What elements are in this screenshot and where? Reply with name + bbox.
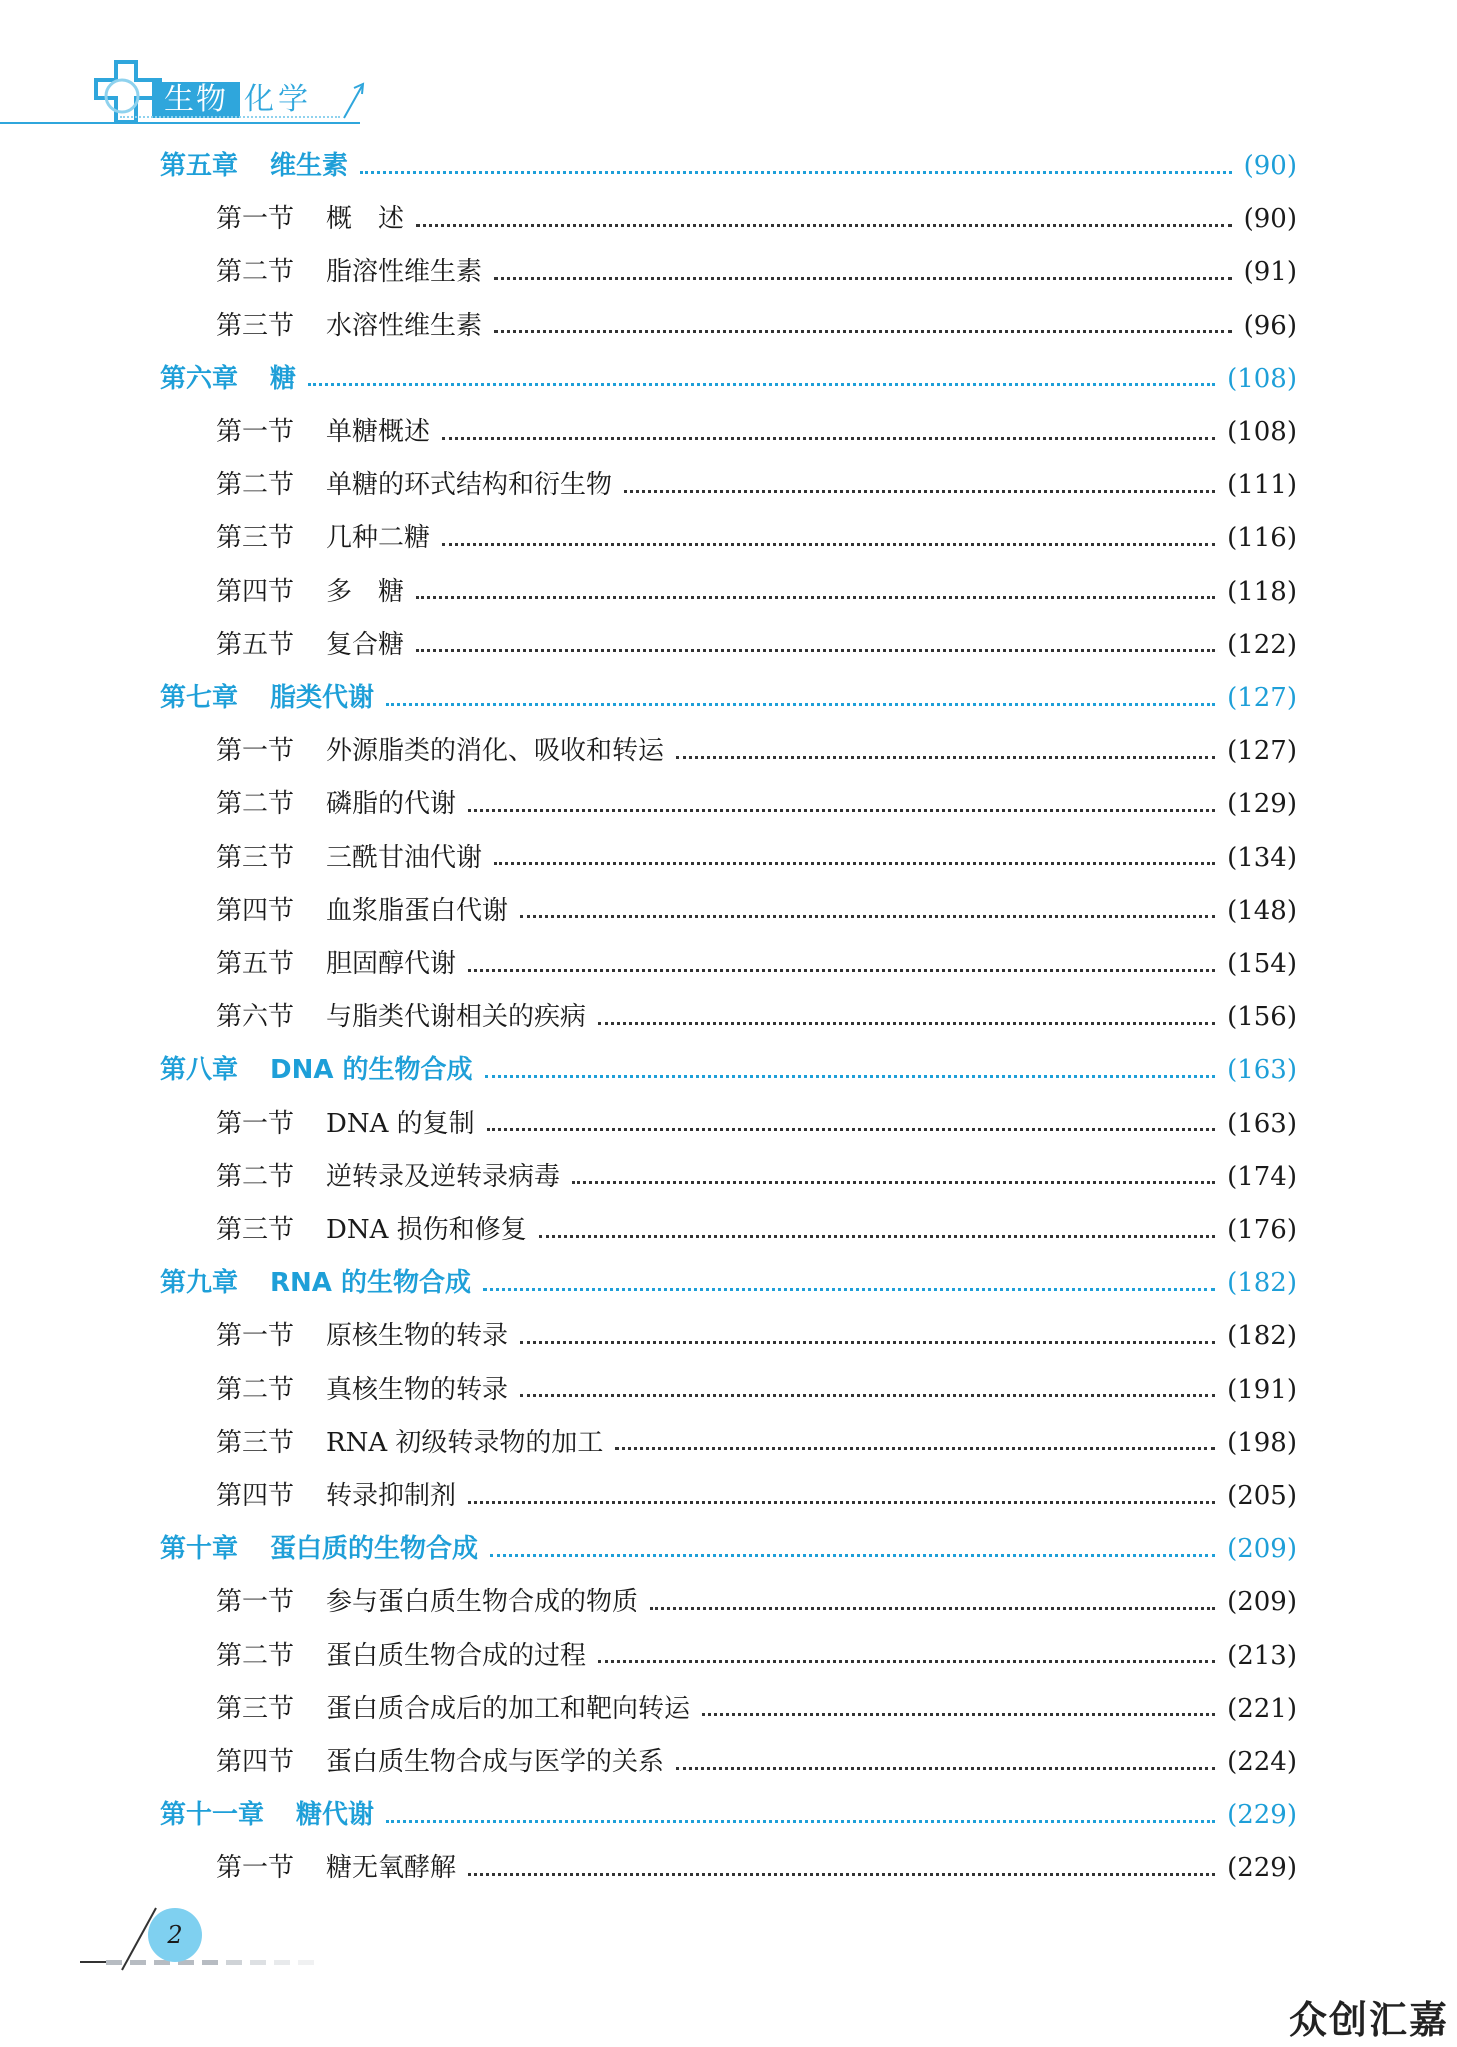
toc-page-number: (116) [1227, 523, 1297, 554]
toc-label: 第三节 [216, 1693, 295, 1724]
page-header [0, 0, 1457, 140]
toc-page-number: (174) [1227, 1161, 1297, 1192]
toc-dot-leader [539, 1235, 1215, 1238]
toc-title: DNA 的生物合成 [270, 1055, 473, 1086]
toc-page-number: (176) [1227, 1215, 1297, 1245]
toc-label: 第九章 [160, 1268, 239, 1299]
toc-label: 第二节 [216, 789, 295, 820]
toc-page-number: (182) [1227, 1321, 1297, 1352]
toc-section-row[interactable] [0, 1157, 1457, 1197]
toc-chapter-row[interactable] [0, 146, 1457, 186]
toc-label: 第三节 [216, 523, 295, 554]
toc-page-number: (205) [1227, 1481, 1297, 1511]
toc-dot-leader [485, 1075, 1216, 1078]
toc-label: 第二节 [216, 1161, 295, 1192]
toc-section-row[interactable] [0, 465, 1457, 505]
watermark-logo: 众创汇嘉 [1288, 1998, 1449, 2042]
toc-chapter-row[interactable] [0, 678, 1457, 718]
toc-title: 脂类代谢 [270, 683, 375, 713]
toc-section-row[interactable] [0, 1476, 1457, 1516]
toc-dot-leader [416, 649, 1215, 652]
toc-section-row[interactable] [0, 731, 1457, 771]
toc-dot-leader [650, 1607, 1215, 1610]
toc-label: 第一节 [216, 1587, 295, 1618]
toc-dot-leader [386, 703, 1215, 706]
toc-label: 第二节 [216, 470, 295, 501]
toc-section-row[interactable] [0, 412, 1457, 452]
toc-title: 维生素 [270, 151, 349, 181]
toc-page-number: (213) [1227, 1640, 1297, 1671]
toc-dot-leader [468, 1873, 1215, 1876]
toc-page-number: (96) [1243, 310, 1297, 341]
book-title-rest: 化学 [244, 82, 312, 117]
toc-chapter-row[interactable] [0, 1529, 1457, 1569]
toc-chapter-row[interactable] [0, 1050, 1457, 1090]
toc-section-row[interactable] [0, 1689, 1457, 1729]
toc-page-number: (221) [1227, 1693, 1297, 1724]
arrow-up-icon [340, 80, 368, 120]
toc-dot-leader [494, 862, 1215, 865]
toc-title: 蛋白质生物合成与医学的关系 [326, 1747, 665, 1777]
toc-title: 三酰甘油代谢 [326, 842, 483, 873]
toc-page-number: (229) [1227, 1800, 1297, 1831]
toc-label: 第一节 [216, 1321, 295, 1352]
toc-label: 第二节 [216, 257, 295, 288]
toc-title: RNA 初级转录物的加工 [326, 1427, 604, 1458]
toc-section-row[interactable] [0, 1423, 1457, 1463]
toc-section-row[interactable] [0, 944, 1457, 984]
toc-label: 第五节 [216, 949, 295, 979]
toc-title: 参与蛋白质生物合成的物质 [326, 1587, 639, 1618]
toc-page-number: (122) [1227, 629, 1297, 660]
toc-title: 糖 [270, 363, 297, 394]
toc-dot-leader [468, 969, 1215, 972]
toc-label: 第四节 [216, 576, 295, 607]
toc-section-row[interactable] [0, 1742, 1457, 1782]
toc-title: 逆转录及逆转录病毒 [326, 1161, 561, 1192]
toc-dot-leader [572, 1181, 1215, 1184]
toc-label: 第四节 [216, 1481, 295, 1511]
toc-label: 第三节 [216, 310, 295, 341]
toc-dot-leader [360, 171, 1232, 174]
toc-title: 几种二糖 [326, 523, 431, 554]
toc-section-row[interactable] [0, 1210, 1457, 1250]
toc-page-number: (108) [1227, 417, 1297, 447]
toc-label: 第一节 [216, 736, 295, 767]
toc-label: 第八章 [160, 1055, 239, 1086]
toc-page-number: (111) [1227, 470, 1297, 501]
toc-page-number: (182) [1227, 1268, 1297, 1299]
toc-title: 糖无氧酵解 [326, 1853, 457, 1884]
toc-label: 第三节 [216, 1215, 295, 1245]
toc-dot-leader [308, 383, 1215, 386]
toc-dot-leader [494, 330, 1232, 333]
toc-label: 第十一章 [160, 1800, 265, 1831]
toc-title: 原核生物的转录 [326, 1321, 509, 1352]
toc-section-row[interactable] [0, 1370, 1457, 1410]
toc-page-number: (191) [1227, 1374, 1297, 1405]
toc-title: RNA 的生物合成 [270, 1268, 471, 1299]
toc-page-number: (198) [1227, 1427, 1297, 1458]
toc-chapter-row[interactable] [0, 359, 1457, 399]
header-rule [0, 122, 360, 124]
toc-section-row[interactable] [0, 625, 1457, 665]
header-dotted-rule [120, 116, 340, 118]
toc-label: 第七章 [160, 683, 239, 713]
page-number: 2 [148, 1908, 202, 1962]
toc-page-number: (163) [1227, 1108, 1297, 1139]
toc-title: 蛋白质生物合成的过程 [326, 1640, 587, 1671]
toc-section-row[interactable] [0, 1636, 1457, 1676]
toc-page-number: (127) [1227, 736, 1297, 767]
toc-section-row[interactable] [0, 1582, 1457, 1622]
toc-title: 转录抑制剂 [326, 1481, 457, 1511]
toc-title: 单糖概述 [326, 417, 431, 447]
toc-chapter-row[interactable] [0, 1263, 1457, 1303]
toc-dot-leader [487, 1128, 1215, 1131]
toc-title: 单糖的环式结构和衍生物 [326, 470, 613, 501]
toc-dot-leader [468, 1501, 1215, 1504]
toc-dot-leader [702, 1713, 1215, 1716]
toc-section-row[interactable] [0, 572, 1457, 612]
toc-dot-leader [615, 1447, 1215, 1450]
toc-label: 第三节 [216, 1427, 295, 1458]
toc-label: 第六节 [216, 1002, 295, 1033]
toc-label: 第六章 [160, 363, 239, 394]
book-title-highlight: 生物 [152, 82, 240, 118]
toc-dot-leader [483, 1288, 1215, 1291]
toc-title: 复合糖 [326, 629, 405, 660]
toc-section-row[interactable] [0, 306, 1457, 346]
toc-chapter-row[interactable] [0, 1795, 1457, 1835]
toc-section-row[interactable] [0, 838, 1457, 878]
toc-title: 外源脂类的消化、吸收和转运 [326, 736, 665, 767]
toc-page-number: (129) [1227, 789, 1297, 820]
toc-label: 第五章 [160, 151, 239, 181]
toc-title: 脂溶性维生素 [326, 257, 483, 288]
toc-label: 第一节 [216, 1108, 295, 1139]
toc-page-number: (127) [1227, 683, 1297, 713]
toc-title: 胆固醇代谢 [326, 949, 457, 979]
toc-dot-leader [624, 490, 1215, 493]
toc-dot-leader [442, 543, 1215, 546]
toc-page-number: (91) [1243, 257, 1297, 288]
toc-label: 第一节 [216, 1853, 295, 1884]
toc-dot-leader [416, 224, 1232, 227]
toc-section-row[interactable] [0, 784, 1457, 824]
toc-title: 水溶性维生素 [326, 310, 483, 341]
toc-page-number: (90) [1243, 151, 1297, 181]
toc-dot-leader [520, 915, 1215, 918]
footer-decoration [70, 1900, 400, 1980]
toc-page-number: (154) [1227, 949, 1297, 979]
toc-page-number: (118) [1227, 576, 1297, 607]
toc-label: 第二节 [216, 1640, 295, 1671]
toc-dot-leader [490, 1554, 1215, 1557]
toc-label: 第三节 [216, 842, 295, 873]
toc-page-number: (163) [1227, 1055, 1297, 1086]
toc-dot-leader [442, 437, 1215, 440]
toc-label: 第五节 [216, 629, 295, 660]
toc-page-number: (209) [1227, 1587, 1297, 1618]
toc-title: DNA 损伤和修复 [326, 1215, 527, 1245]
toc-dot-leader [468, 809, 1215, 812]
toc-dot-leader [598, 1660, 1215, 1663]
toc-page-number: (90) [1243, 204, 1297, 235]
toc-title: 概 述 [326, 204, 405, 235]
toc-label: 第二节 [216, 1374, 295, 1405]
toc-title: 多 糖 [326, 576, 405, 607]
toc-page-number: (108) [1227, 363, 1297, 394]
toc-label: 第一节 [216, 204, 295, 235]
toc-section-row[interactable] [0, 1104, 1457, 1144]
toc-page-number: (209) [1227, 1534, 1297, 1565]
toc-page-number: (229) [1227, 1853, 1297, 1884]
toc-title: 蛋白质合成后的加工和靶向转运 [326, 1693, 691, 1724]
toc-label: 第十章 [160, 1534, 239, 1565]
toc-page-number: (224) [1227, 1747, 1297, 1777]
toc-section-row[interactable] [0, 252, 1457, 292]
toc-section-row[interactable] [0, 199, 1457, 239]
toc-dot-leader [520, 1394, 1215, 1397]
toc-label: 第一节 [216, 417, 295, 447]
toc-title: 血浆脂蛋白代谢 [326, 895, 509, 926]
toc-dot-leader [598, 1022, 1215, 1025]
toc-title: 真核生物的转录 [326, 1374, 509, 1405]
toc-dot-leader [416, 596, 1215, 599]
toc-title: 蛋白质的生物合成 [270, 1534, 479, 1565]
toc-page-number: (134) [1227, 842, 1297, 873]
toc-label: 第四节 [216, 1747, 295, 1777]
toc-dot-leader [676, 756, 1215, 759]
toc-section-row[interactable] [0, 1316, 1457, 1356]
toc-title: 磷脂的代谢 [326, 789, 457, 820]
toc-title: 与脂类代谢相关的疾病 [326, 1002, 587, 1033]
toc-dot-leader [520, 1341, 1215, 1344]
toc-section-row[interactable] [0, 997, 1457, 1037]
toc-dot-leader [386, 1820, 1215, 1823]
toc-section-row[interactable] [0, 891, 1457, 931]
toc-label: 第四节 [216, 895, 295, 926]
toc-page-number: (148) [1227, 895, 1297, 926]
toc-title: DNA 的复制 [326, 1108, 475, 1139]
toc-title: 糖代谢 [296, 1800, 375, 1831]
toc-dot-leader [676, 1767, 1215, 1770]
toc-section-row[interactable] [0, 518, 1457, 558]
toc-page-number: (156) [1227, 1002, 1297, 1033]
toc-dot-leader [494, 277, 1232, 280]
